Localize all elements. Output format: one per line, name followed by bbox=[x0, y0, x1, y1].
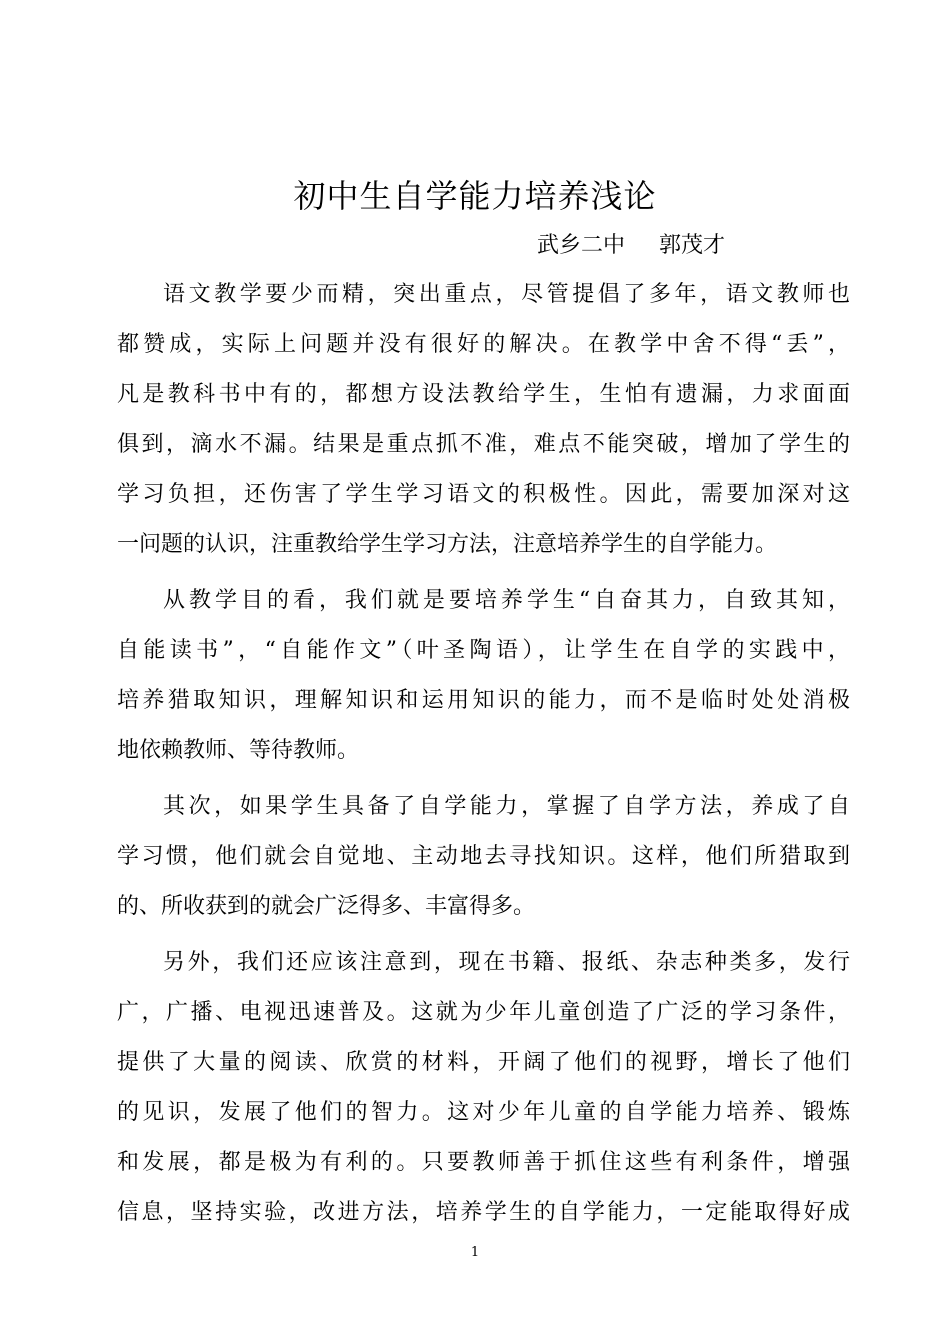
paragraph-line: 凡是教科书中有的，都想方设法教给学生，生怕有遗漏，力求面面 bbox=[117, 382, 850, 407]
paragraph-line: 从教学目的看，我们就是要培养学生“自奋其力，自致其知， bbox=[163, 588, 850, 613]
paragraph-line: 一问题的认识，注重教给学生学习方法，注意培养学生的自学能力。 bbox=[117, 532, 778, 557]
paragraph-line: 和发展，都是极为有利的。只要教师善于抓住这些有利条件，增强 bbox=[117, 1150, 850, 1175]
paragraph-1 bbox=[117, 270, 850, 570]
paragraph-line: 培养猎取知识，理解知识和运用知识的能力，而不是临时处处消极 bbox=[117, 688, 850, 713]
paragraph-line: 信息，坚持实验，改进方法，培养学生的自学能力，一定能取得好成 bbox=[117, 1200, 850, 1225]
paragraph-line: 提供了大量的阅读、欣赏的材料，开阔了他们的视野，增长了他们 bbox=[117, 1050, 850, 1075]
paragraph-line: 地依赖教师、等待教师。 bbox=[117, 738, 360, 763]
paragraph-line: 学习惯，他们就会自觉地、主动地去寻找知识。这样，他们所猎取到 bbox=[117, 844, 850, 869]
paragraph-2 bbox=[117, 576, 850, 776]
byline bbox=[537, 231, 725, 261]
body-text bbox=[117, 270, 850, 1244]
document-title: 初中生自学能力培养浅论 bbox=[293, 177, 657, 215]
paragraph-line: 广，广播、电视迅速普及。这就为少年儿童创造了广泛的学习条件， bbox=[117, 1000, 850, 1025]
paragraph-line: 语文教学要少而精，突出重点，尽管提倡了多年，语文教师也 bbox=[163, 282, 850, 307]
paragraph-line: 的见识，发展了他们的智力。这对少年儿童的自学能力培养、锻炼 bbox=[117, 1100, 850, 1125]
paragraph-line: 其次，如果学生具备了自学能力，掌握了自学方法，养成了自 bbox=[163, 794, 850, 819]
paragraph-line: 俱到，滴水不漏。结果是重点抓不准，难点不能突破，增加了学生的 bbox=[117, 432, 850, 457]
paragraph-line: 另外，我们还应该注意到，现在书籍、报纸、杂志种类多，发行 bbox=[163, 950, 850, 975]
paragraph-line: 都赞成，实际上问题并没有很好的解决。在教学中舍不得“丢”， bbox=[117, 332, 850, 357]
paragraph-4 bbox=[117, 938, 850, 1238]
page-number: 1 bbox=[470, 1245, 480, 1260]
paragraph-3 bbox=[117, 782, 850, 932]
paragraph-line: 学习负担，还伤害了学生学习语文的积极性。因此，需要加深对这 bbox=[117, 482, 850, 507]
paragraph-line: 的、所收获到的就会广泛得多、丰富得多。 bbox=[117, 894, 536, 919]
author-name: 郭茂才 bbox=[659, 233, 726, 258]
paragraph-line: 自能读书”，“自能作文”（叶圣陶语），让学生在自学的实践中， bbox=[117, 638, 850, 663]
author-school: 武乡二中 bbox=[537, 233, 626, 258]
